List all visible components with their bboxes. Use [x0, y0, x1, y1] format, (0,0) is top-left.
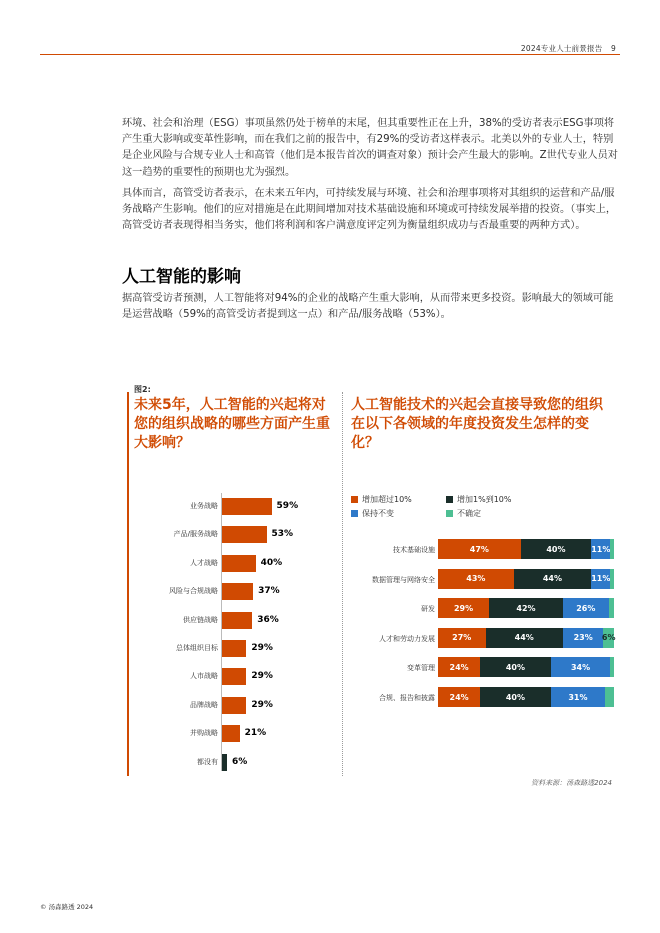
- stacked-segment: 40%: [480, 657, 550, 677]
- bar-category-label: 人才战略: [190, 558, 218, 567]
- legend-label: 保持不变: [362, 509, 394, 518]
- bar-value-label: 59%: [276, 501, 299, 511]
- stacked-bar: [438, 598, 614, 618]
- report-title: 2024专业人士前景报告: [520, 44, 603, 53]
- bar-category-label: 总体组织目标: [176, 644, 218, 652]
- stacked-segment: [610, 657, 614, 677]
- stacked-segment: 44%: [486, 628, 563, 648]
- bar-value-label: 40%: [260, 557, 283, 568]
- bar-row: [134, 753, 344, 773]
- stacked-segment: 40%: [480, 687, 550, 707]
- stacked-segment: 11%: [591, 569, 610, 589]
- bar-row: [134, 582, 344, 602]
- stacked-category-label: 研发: [421, 605, 435, 614]
- bar-value-label: 29%: [251, 671, 273, 682]
- stacked-segment: 31%: [551, 687, 606, 707]
- stacked-row: [351, 569, 616, 591]
- bar-value-label: 53%: [271, 529, 294, 540]
- bar: [222, 725, 240, 742]
- chart-axis: [221, 493, 222, 771]
- legend-label: 增加1%到10%: [457, 495, 512, 504]
- header-rule: [40, 54, 620, 55]
- stacked-row: [351, 598, 616, 620]
- bar: [222, 498, 272, 515]
- section-title: 人工智能的影响: [122, 267, 241, 287]
- stacked-segment: 27%: [438, 628, 486, 648]
- stacked-segment: 42%: [489, 598, 563, 618]
- figure-accent-border: [127, 392, 129, 776]
- stacked-bar: [438, 569, 614, 589]
- stacked-segment: 47%: [438, 539, 521, 559]
- paragraph-executives: 具体而言，高管受访者表示，在未来五年内，可持续发展与环境、社会和治理事项将对其组织的运营和产品/服务战略产生影响。他们的应对措施是在此期间增加对技术基础设施和环境或可持续发展举措的投资。（事实上，高管受访者表现得相当务实，他们将利润和客户满意度评定列为衡量组织成功与否最重要的两种方式）。: [122, 188, 617, 232]
- stacked-bar: [438, 539, 614, 559]
- stacked-row: [351, 628, 616, 650]
- stacked-segment: 24%: [438, 657, 480, 677]
- legend-swatch: [351, 496, 358, 503]
- bar: [222, 583, 253, 600]
- bar-row: [134, 611, 344, 631]
- bar-row: [134, 639, 344, 659]
- stacked-segment: 40%: [521, 539, 591, 559]
- legend-item: [351, 494, 412, 505]
- bar-category-label: 都没有: [197, 757, 218, 766]
- stacked-category-label: 合规、报告和披露: [379, 694, 435, 702]
- bar-value-label: 29%: [251, 699, 273, 710]
- stacked-segment: [605, 687, 614, 707]
- stacked-segment: 24%: [438, 687, 480, 707]
- paragraph-esg: 环境、社会和治理（ESG）事项虽然仍处于榜单的末尾，但其重要性正在上升，38%的受访者表示ESG事项将产生重大影响或变革性影响，而在我们之前的报告中，有29%的受访者这样表示。北美以外的专业人士，特别是企业风险与合规专业人士和高管（他们是本报告首次的调查对象）预计会产生最大的影响。Z世代专业人员对这一趋势的重要性的预期也尤为强烈。: [122, 118, 618, 178]
- bar-row: [134, 696, 344, 716]
- legend-swatch: [446, 496, 453, 503]
- figure-label: 图2:: [134, 385, 151, 394]
- stacked-segment: 23%: [563, 628, 603, 648]
- bar-row: [134, 497, 344, 517]
- bar-value-label: 29%: [251, 643, 273, 653]
- bar-value-label: 21%: [244, 728, 267, 739]
- bar: [222, 668, 246, 685]
- legend-label: 不确定: [457, 509, 481, 518]
- bar-value-label: 37%: [258, 586, 280, 597]
- stacked-segment: 34%: [551, 657, 611, 677]
- stacked-row: [351, 539, 616, 561]
- stacked-segment: 6%: [603, 628, 614, 648]
- stacked-category-label: 数据管理与网络安全: [372, 575, 435, 584]
- stacked-category-label: 变革管理: [407, 664, 435, 673]
- stacked-bar: [438, 628, 614, 648]
- source-note: 资料来源：汤森路透2024: [531, 779, 612, 787]
- bar-value-label: 6%: [232, 756, 248, 767]
- bar-category-label: 品牌战略: [190, 700, 218, 709]
- stacked-segment: [609, 598, 614, 618]
- stacked-segment: [610, 539, 614, 559]
- bar-category-label: 产品/服务战略: [173, 530, 218, 539]
- stacked-category-label: 人才和劳动力发展: [379, 634, 435, 643]
- stacked-category-label: 技术基础设施: [393, 546, 435, 554]
- bar-row: [134, 667, 344, 687]
- bar-row: [134, 724, 344, 744]
- bar: [222, 555, 256, 572]
- figure-question-left: 未来5年，人工智能的兴起将对您的组织战略的哪些方面产生重大影响？: [134, 397, 330, 451]
- bar-row: [134, 554, 344, 574]
- stacked-segment: 11%: [591, 539, 610, 559]
- stacked-bar: [438, 657, 614, 677]
- bar-value-label: 36%: [257, 614, 279, 625]
- bar-category-label: 风险与合规战略: [169, 587, 218, 596]
- footer-copyright: © 汤森路透 2024: [40, 903, 94, 911]
- figure-question-right: 人工智能技术的兴起会直接导致您的组织在以下各领域的年度投资发生怎样的变化？: [351, 397, 603, 451]
- legend-swatch: [351, 510, 358, 517]
- bar-category-label: 并购战略: [190, 729, 218, 738]
- page-header: [521, 43, 616, 54]
- bar-category-label: 人市战略: [190, 672, 218, 681]
- stacked-row: [351, 657, 616, 679]
- legend-item: [446, 494, 511, 505]
- bar-category-label: 业务战略: [190, 502, 218, 510]
- stacked-segment: 29%: [438, 598, 489, 618]
- bar: [222, 640, 246, 657]
- stacked-segment: 44%: [514, 569, 591, 589]
- legend-item: [351, 508, 394, 519]
- bar: [222, 697, 246, 714]
- stacked-segment: 26%: [563, 598, 609, 618]
- bar: [222, 612, 252, 629]
- bar-category-label: 供应链战略: [183, 615, 218, 624]
- page-number: 9: [611, 44, 616, 53]
- stacked-segment: [610, 569, 614, 589]
- bar: [222, 754, 227, 771]
- legend-item: [446, 508, 481, 519]
- paragraph-ai: 据高管受访者预测，人工智能将对94%的企业的战略产生重大影响，从而带来更多投资。影响最大的领域可能是运营战略（59%的高管受访者提到这一点）和产品/服务战略（53%）。: [122, 293, 614, 321]
- bar: [222, 526, 267, 543]
- bar-row: [134, 525, 344, 545]
- stacked-bar: [438, 687, 614, 707]
- stacked-row: [351, 687, 616, 709]
- legend-label: 增加超过10%: [362, 495, 412, 504]
- legend-swatch: [446, 510, 453, 517]
- stacked-segment: 43%: [438, 569, 514, 589]
